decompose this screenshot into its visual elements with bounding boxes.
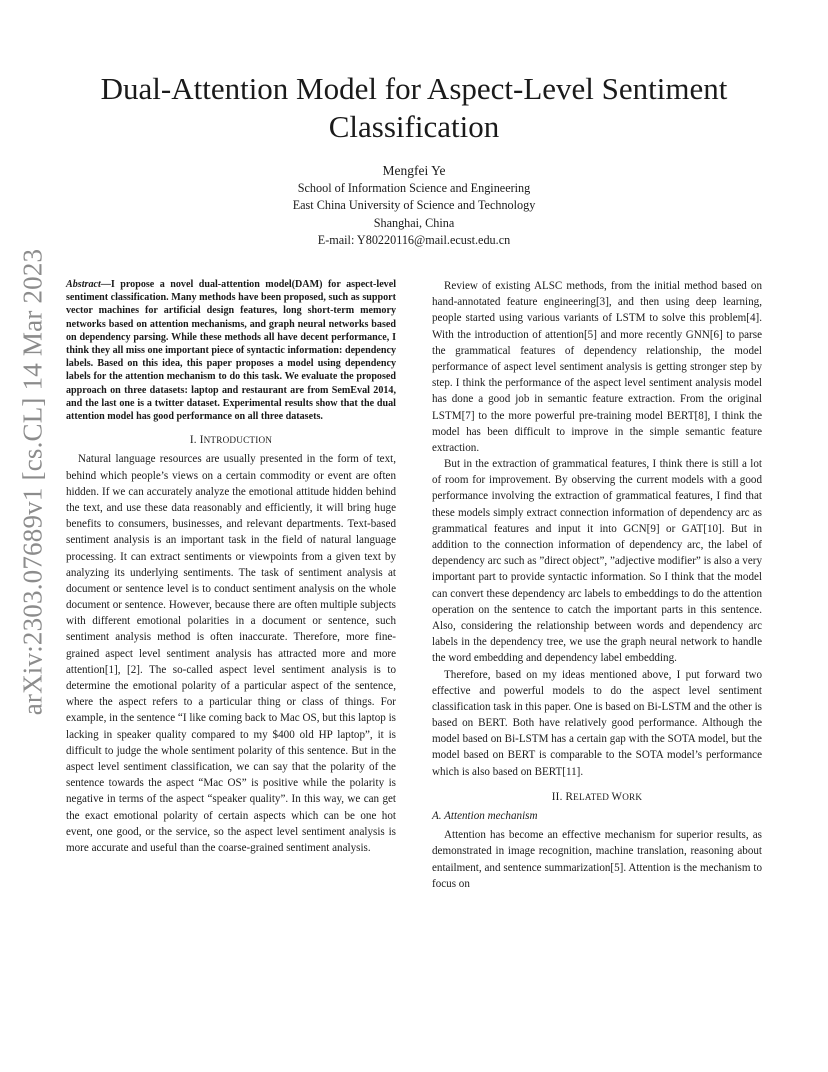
affiliation-university: East China University of Science and Technology bbox=[292, 198, 536, 213]
paper-title: Dual-Attention Model for Aspect-Level Sentiment Classification bbox=[100, 71, 728, 144]
introduction-paragraph: Natural language resources are usually presented in the form of text, behind which people’s views on a certain commodity or event are often hidden. If we can accurately analyze the emotional attitude hidden behind the text, and use these data reasonably and efficiently, it will bring huge benefits to consumers, businesses, and relevant departments. Text-based sentiment analysis is an important task in the field of natural language processing. It can extract sentiments or viewpoints from a given text by analyzing its underlying sentiments. The task of sentiment analysis at document or sentence level is to conduct sentiment analysis on the whole document or sentence. However, because there are often multiple subjects with different emotional polarities in a document or sentence, such sentiment analysis method is often inaccurate. Therefore, more fine-grained aspect level sentiment analysis has attracted more and more attention[1], [2]. The so-called aspect level sentiment analysis is to determine the emotional polarity of a particular aspect of the sentence, where the aspect refers to a particular thing or class of things. For example, in the sentence “I like coming back to Mac OS, but this laptop is lacking in speaker quality compared to my $400 old HP laptop”, it is difficult to judge the whole sentiment polarity of this sentence. But in the aspect level sentiment classification, we can say that the polarity of the sentence towards the aspect “Mac OS” is positive while the polarity is negative in terms of the aspect “speaker quality”. In this way, we can get the exact emotional polarity of certain aspects which can be one hot event, one good, or the service, so the aspect level sentiment analysis is more accurate and useful than the coarse-grained sentiment analysis. bbox=[66, 453, 396, 854]
abstract bbox=[66, 278, 396, 423]
arxiv-identifier: arXiv:2303.07689v1 [cs.CL] 14 Mar 2023 bbox=[17, 248, 48, 716]
abstract-text: —I propose a novel dual-attention model(DAM) for aspect-level sentiment classification. Many methods have been proposed, such as support vector machines for artificial design features, long short-term memory networks based on attention mechanisms, and graph neural networks based on dependency parsing. While these methods all have decent performance, I think they all miss one important piece of syntactic information: dependency labels. Based on this idea, this paper proposes a model using dependency labels for the attention mechanism to do this task. We evaluate the proposed approach on three datasets: laptop and restaurant are from SemEval 2014, and the last one is a twitter dataset. Experimental results show that the dual attention model has good performance on all three datasets. bbox=[66, 279, 396, 423]
related-work-paragraph: Attention has become an effective mechanism for superior results, as demonstrated in image recognition, machine translation, reasoning about entailment, and sentence summarization[5]. Attention is the mechanism to focus on bbox=[432, 829, 762, 890]
body-paragraph-3: Therefore, based on my ideas mentioned above, I put forward two effective and powerful models to do the aspect level sentiment classification task in this paper. One is based on Bi-LSTM and the other is based on BERT. Both have relatively good performance. Although the model based on Bi-LSTM has a certain gap with the SOTA model, but the model based on BERT is comparable to the SOTA model’s performance which is also based on BERT[11]. bbox=[432, 668, 762, 778]
arxiv-sidebar bbox=[14, 248, 52, 716]
section-heading-introduction: I. INTRODUCTION bbox=[189, 434, 273, 447]
subsection-heading-attention: A. Attention mechanism bbox=[432, 810, 538, 822]
section-heading-related-work: II. RELATED WORK bbox=[551, 790, 643, 803]
right-column bbox=[432, 278, 762, 892]
author-affiliation bbox=[70, 180, 758, 249]
body-paragraph-2: But in the extraction of grammatical features, I think there is still a lot of room for improvement. By observing the current models with a good performance involving the extraction of grammatical features, I find that these models simply extract connection information of dependency arc as grammatical features and input it into GCN[9] or GAT[10]. But in addition to the connection information of dependency arc, the label of dependency arc such as ”direct object”, ”adjective modifier” is also a very important part to provide syntactic information. So I think that the model can convert these dependency arc labels to embeddings to do the attention operation on the sentence to catch the important parts in this sentence. Also, considering the relationship between words and dependency arc labels in the dependency tree, we use the graph neural network to handle the word embedding and dependency label embedding. bbox=[432, 458, 762, 665]
affiliation-city: Shanghai, China bbox=[373, 215, 455, 230]
affiliation-school: School of Information Science and Engineering bbox=[297, 181, 531, 195]
body-paragraph-1: Review of existing ALSC methods, from the initial method based on hand-annotated feature engineering[3], and then using deep learning, people started using various variants of LSTM to solve this problem[4]. With the introduction of attention[5] and more recently GNN[6] to parse the grammatical features of dependency relationship, the model performance of aspect level sentiment analysis is getting stronger step by step. I think the performance of the aspect level sentiment analysis model has done a good job in semantic feature extraction. From the original LSTM[7] to the more powerful pre-training model BERT[8], I think the model has been difficult to improve in the simple semantic feature extraction. bbox=[432, 280, 762, 454]
abstract-lead: Abstract bbox=[66, 279, 101, 290]
affiliation-email: E-mail: Y80220116@mail.ecust.edu.cn bbox=[317, 232, 511, 247]
left-column bbox=[66, 278, 396, 856]
author-name: Mengfei Ye bbox=[382, 163, 446, 178]
